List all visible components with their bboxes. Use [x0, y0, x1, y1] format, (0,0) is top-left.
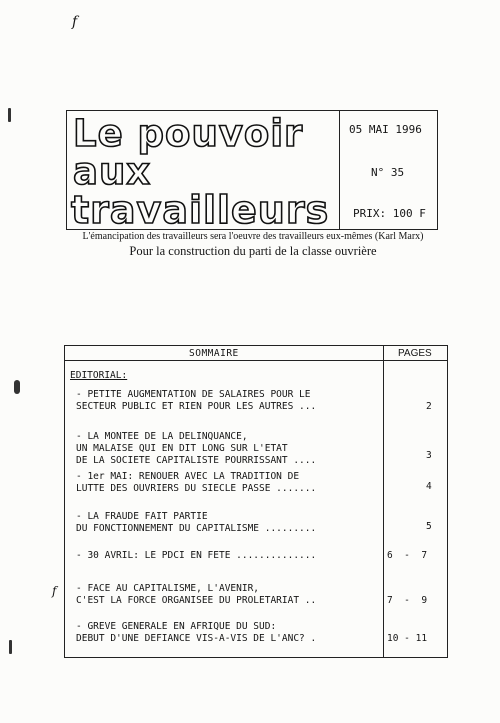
summary-entry-line: - GREVE GENERALE EN AFRIQUE DU SUD:: [76, 621, 277, 632]
margin-mark: f: [72, 14, 78, 30]
summary-entry-line: - LA MONTEE DE LA DELINQUANCE,: [76, 431, 248, 442]
summary-entry-line: - FACE AU CAPITALISME, L'AVENIR,: [76, 583, 260, 594]
hole-punch-mark: [8, 108, 11, 122]
entry-page-number: 5: [426, 521, 432, 532]
entry-page-number: 4: [426, 481, 432, 492]
masthead-title-line: Le pouvoir: [73, 112, 304, 155]
masthead-title-box: [67, 111, 340, 232]
summary-entry-line: - 1er MAI: RENOUER AVEC LA TRADITION DE: [76, 471, 300, 482]
issue-price: PRIX: 100 F: [353, 207, 426, 220]
summary-entry-line: - 30 AVRIL: LE PDCI EN FETE ..............: [76, 550, 317, 561]
issue-number: N° 35: [371, 166, 405, 179]
tagline: L'émancipation des travailleurs sera l'oeuvre des travailleurs eux-mêmes (Karl Marx): [82, 231, 424, 242]
subtitle: Pour la construction du parti de la classe ouvrière: [129, 244, 377, 258]
hole-punch-mark: [14, 380, 20, 394]
summary-heading: SOMMAIRE: [189, 348, 239, 359]
masthead: [66, 110, 438, 230]
summary-table: [64, 345, 448, 658]
summary-header: [65, 346, 447, 361]
entry-page-number: 6 - 7: [387, 550, 428, 561]
entry-page-number: 7 - 9: [387, 595, 428, 606]
summary-entry-line: SECTEUR PUBLIC ET RIEN POUR LES AUTRES ...: [76, 401, 317, 412]
column-divider: [383, 346, 384, 657]
summary-entry-line: DE LA SOCIETE CAPITALISTE POURRISSANT ....: [76, 455, 317, 466]
entry-page-number: 3: [426, 450, 432, 461]
section-label: EDITORIAL:: [70, 370, 128, 381]
margin-mark: f: [52, 584, 57, 598]
summary-entry-line: LUTTE DES OUVRIERS DU SIECLE PASSE .......: [76, 483, 317, 494]
pages-heading: PAGES: [398, 348, 432, 359]
issue-date: 05 MAI 1996: [349, 123, 422, 136]
summary-entry-line: DU FONCTIONNEMENT DU CAPITALISME .........: [76, 523, 317, 534]
summary-entry-line: - LA FRAUDE FAIT PARTIE: [76, 511, 208, 522]
summary-entry-line: UN MALAISE QUI EN DIT LONG SUR L'ETAT: [76, 443, 288, 454]
summary-entry-line: C'EST LA FORCE ORGANISEE DU PROLETARIAT ..: [76, 595, 317, 606]
masthead-title-line: travailleurs: [71, 188, 330, 232]
entry-page-number: 2: [426, 401, 432, 412]
entry-page-number: 10 - 11: [387, 633, 428, 644]
summary-entry-line: DEBUT D'UNE DEFIANCE VIS-A-VIS DE L'ANC? .: [76, 633, 317, 644]
summary-entry-line: - PETITE AUGMENTATION DE SALAIRES POUR LE: [76, 389, 311, 400]
hole-punch-mark: [9, 640, 12, 654]
masthead-title-line: aux: [73, 150, 152, 193]
